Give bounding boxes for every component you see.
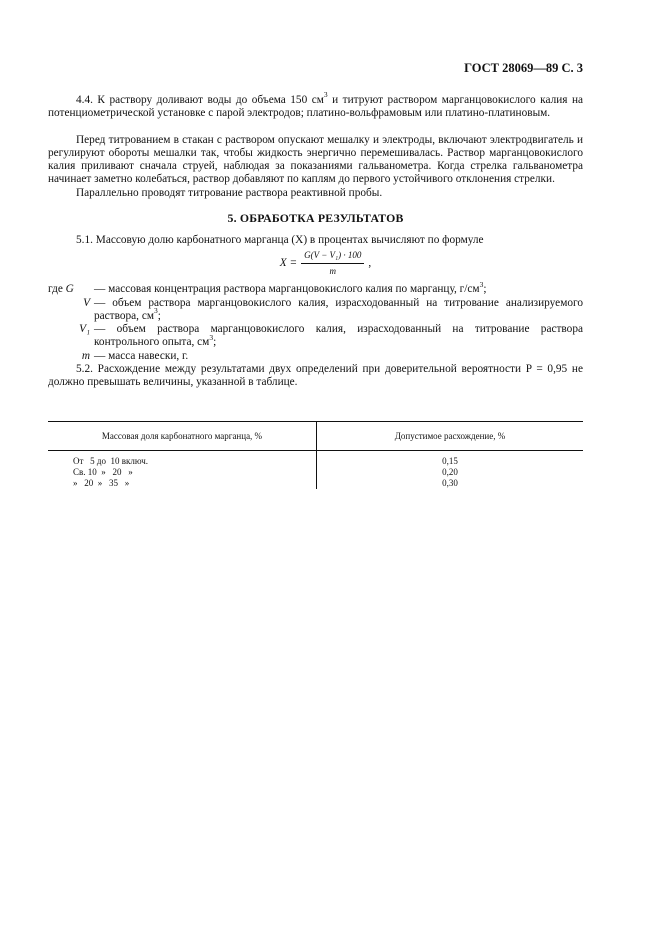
definition-item	[48, 323, 583, 350]
formula-tail: ,	[368, 256, 372, 269]
formula-fraction	[301, 249, 364, 279]
definition-text	[94, 297, 583, 324]
definition-symbol: V₁	[79, 323, 90, 336]
definition-item	[48, 350, 583, 363]
definition-item	[48, 279, 583, 296]
definition-prefix: где	[48, 283, 63, 296]
definition-text: — масса навески, г.	[94, 349, 189, 362]
paragraph-titration: Перед титрованием в стакан с раствором опускают мешалку и электроды, включают электродвигатель и регулируют обороты мешалки так, чтобы жидкость энергично перемешивалась. Раствор марганцовокислого калия приливают сначала струей, наблюдая за показаниями гальванометра. Когда стрелка гальванометра начинает заметно колебаться, раствор добавляют по каплям до первого устойчивого отклонения стрелки.	[48, 133, 583, 186]
superscript: 3	[323, 90, 328, 100]
paragraph-4-4-text: 4.4. К раствору доливают воды до объема 150 см	[76, 94, 324, 106]
paragraph-4-4	[48, 90, 583, 121]
table-row	[48, 467, 583, 478]
paragraph-blank: Параллельно проводят титрование раствора реактивной пробы.	[76, 186, 383, 199]
definition-text	[94, 279, 583, 296]
formula-numerator: G(V − V₁) · 100	[301, 249, 364, 264]
definition-text-body: — массовая концентрация раствора марганцовокислого калия по марганцу, г/см	[94, 283, 480, 296]
document-body	[48, 90, 583, 390]
table-row	[48, 478, 583, 489]
table-cell-range: От 5 до 10 включ.	[48, 451, 317, 468]
section-title: 5. ОБРАБОТКА РЕЗУЛЬТАТОВ	[227, 211, 404, 226]
table-cell-value: 0,20	[442, 467, 458, 477]
formula-lhs: X =	[279, 256, 298, 269]
paragraph-5-1: 5.1. Массовую долю карбонатного марганца (X) в процентах вычисляют по формуле	[76, 234, 484, 247]
formula	[68, 249, 583, 279]
paragraph-5-2: 5.2. Расхождение между результатами двух определений при доверительной вероятности P = 0,95 не должно превышать величины, указанной в таблице.	[48, 363, 583, 389]
superscript: 3	[154, 306, 158, 316]
definition-end: ;	[157, 309, 161, 322]
definition-text-body: — объем раствора марганцовокислого калия, израсходованный на титрование раствора контрольного опыта, см	[94, 323, 583, 349]
definition-end: ;	[213, 336, 217, 349]
paragraph-4-4-text-cont: и титруют раствором марганцовокислого калия на потенциометрической установке с парой электродов; платино-вольфрамовым или платино-платиновым.	[48, 94, 583, 120]
definition-text	[94, 323, 583, 350]
formula-denominator: m	[329, 265, 337, 276]
table-header-cell: Допустимое расхождение, %	[317, 422, 584, 451]
table-cell-range: » 20 » 35 »	[48, 478, 317, 489]
definition-text-body: — объем раствора марганцовокислого калия, израсходованный на титрование анализируемого раствора, см	[94, 296, 583, 322]
definition-item	[48, 297, 583, 324]
definition-symbol: m	[81, 349, 90, 362]
table-row	[48, 451, 583, 468]
table-header-cell: Массовая доля карбонатного марганца, %	[48, 422, 317, 451]
definition-symbol-name: G	[65, 283, 74, 296]
definition-symbol	[48, 283, 94, 296]
page-header: ГОСТ 28069—89 С. 3	[464, 61, 583, 75]
table-cell-value: 0,15	[442, 456, 458, 466]
table-cell-value: 0,30	[442, 478, 458, 488]
table-cell-range: Св. 10 » 20 »	[48, 467, 317, 478]
definitions-list	[48, 279, 583, 363]
superscript: 3	[479, 279, 484, 289]
definition-end: ;	[483, 283, 487, 296]
superscript: 3	[209, 332, 214, 342]
definition-symbol: V	[83, 296, 90, 309]
tolerance-table	[48, 421, 583, 489]
table-header-row	[48, 422, 583, 451]
